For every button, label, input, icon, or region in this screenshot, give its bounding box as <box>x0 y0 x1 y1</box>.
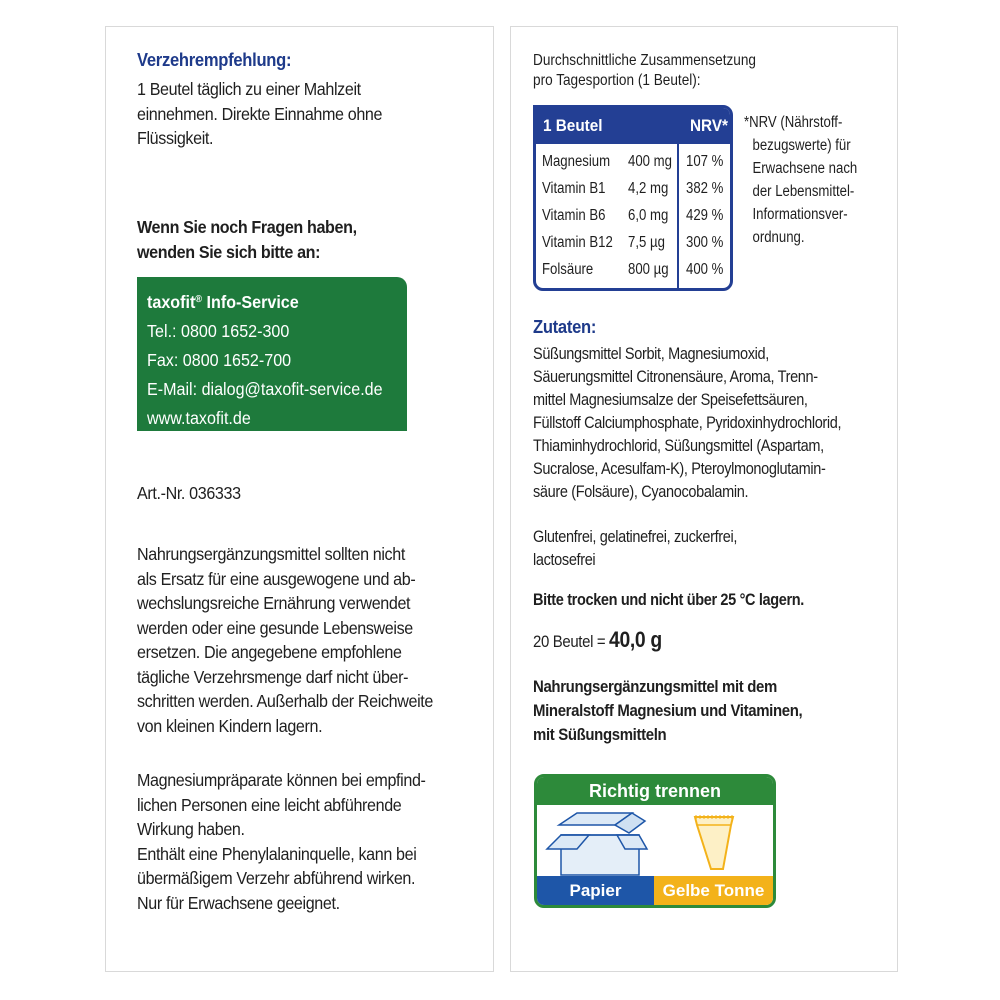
ingredients-line: mittel Magnesiumsalze der Speisefettsäuren, <box>533 391 808 409</box>
product-description <box>533 675 802 747</box>
article-number: Art.-Nr. 036333 <box>137 483 241 503</box>
warning-text <box>137 542 433 738</box>
net-weight-label: 20 Beutel = <box>533 632 610 651</box>
nutrient-name: Vitamin B6 <box>542 207 606 224</box>
footnote-line: bezugswerte) für <box>752 137 851 154</box>
left-panel <box>105 26 494 972</box>
nutrient-nrv: 382 % <box>686 180 724 197</box>
warning-line: als Ersatz für eine ausgewogene und ab- <box>137 568 416 589</box>
warning-line: von kleinen Kindern lagern. <box>137 715 323 736</box>
website-link[interactable]: www.taxofit.de <box>147 408 251 428</box>
ingredients-line: Säuerungsmittel Citronensäure, Aroma, Trenn- <box>533 368 818 386</box>
ingredients-line: Füllstoff Calciumphosphate, Pyridoxinhydrochlorid, <box>533 414 842 432</box>
nutrient-name: Vitamin B12 <box>542 234 613 251</box>
nutrient-amount: 6,0 mg <box>628 207 669 224</box>
product-line: Mineralstoff Magnesium und Vitaminen, <box>533 701 803 720</box>
questions-line: wenden Sie sich bitte an: <box>137 241 321 262</box>
table-header-nrv: NRV* <box>690 116 728 135</box>
warning-line: Nahrungsergänzungsmittel sollten nicht <box>137 544 405 564</box>
magnesium-warning-text <box>137 768 426 915</box>
warning-line: ersetzen. Die angegebene empfohlene <box>137 642 402 662</box>
nutrient-name: Folsäure <box>542 261 594 278</box>
footnote-line: Informationsver- <box>752 206 848 223</box>
email-address[interactable]: E-Mail: dialog@taxofit-service.de <box>147 379 383 399</box>
questions-line: Wenn Sie noch Fragen haben, <box>137 217 357 237</box>
nutrient-nrv: 400 % <box>686 261 724 278</box>
nutrient-nrv: 429 % <box>686 207 724 224</box>
magnesium-line: Enthält eine Phenylalaninquelle, kann bei <box>137 843 417 864</box>
info-service-label: Info-Service <box>202 292 299 312</box>
phone-number: Tel.: 0800 1652-300 <box>147 321 290 341</box>
free-from-text <box>533 526 737 572</box>
magnesium-line: Wirkung haben. <box>137 819 245 839</box>
usage-line: einnehmen. Direkte Einnahme ohne <box>137 103 383 124</box>
free-from-line: Glutenfrei, gelatinefrei, zuckerfrei, <box>533 528 738 546</box>
usage-line: Flüssigkeit. <box>137 128 214 148</box>
net-weight-value: 40,0 g <box>609 627 662 652</box>
sachet-icon <box>695 817 733 869</box>
free-from-line: lactosefrei <box>533 551 596 569</box>
nrv-footnote <box>744 111 857 249</box>
table-header-portion: 1 Beutel <box>543 116 603 135</box>
composition-heading <box>533 51 756 91</box>
net-weight <box>533 628 662 655</box>
magnesium-line: lichen Personen eine leicht abführende <box>137 794 402 815</box>
ingredients-line: säure (Folsäure), Cyanocobalamin. <box>533 483 749 501</box>
table-row <box>536 231 730 258</box>
ingredients-line: Sucralose, Acesulfam-K), Pteroylmonoglutamin- <box>533 460 826 478</box>
usage-line: 1 Beutel täglich zu einer Mahlzeit <box>137 79 361 99</box>
nutrition-table <box>533 105 733 291</box>
warning-line: werden oder eine gesunde Lebensweise <box>137 617 413 638</box>
warning-line: tägliche Verzehrsmenge darf nicht über- <box>137 666 409 687</box>
table-row <box>536 177 730 204</box>
nutrient-name: Vitamin B1 <box>542 180 606 197</box>
questions-text <box>137 215 357 264</box>
magnesium-line: Nur für Erwachsene geeignet. <box>137 892 340 913</box>
recycling-graphic <box>537 805 773 876</box>
product-line: mit Süßungsmitteln <box>533 725 667 744</box>
fax-number: Fax: 0800 1652-700 <box>147 350 292 370</box>
table-row <box>536 258 730 285</box>
table-row <box>536 150 730 177</box>
registered-mark: ® <box>195 294 203 305</box>
nutrient-amount: 400 mg <box>628 153 672 170</box>
nutrient-amount: 4,2 mg <box>628 180 669 197</box>
usage-heading: Verzehrempfehlung: <box>137 50 292 70</box>
brand-name: taxofit <box>147 292 196 312</box>
table-row <box>536 204 730 231</box>
nutrient-nrv: 300 % <box>686 234 724 251</box>
composition-line: pro Tagesportion (1 Beutel): <box>533 72 701 89</box>
paper-bin-label: Papier <box>537 876 654 905</box>
footnote-line: Erwachsene nach <box>752 160 858 177</box>
right-panel <box>510 26 898 972</box>
usage-text <box>137 77 382 151</box>
footnote-line: *NRV (Nährstoff- <box>744 114 843 131</box>
recycling-title: Richtig trennen <box>537 777 773 805</box>
magnesium-line: Magnesiumpräparate können bei empfind- <box>137 770 426 790</box>
ingredients-heading: Zutaten: <box>533 317 597 337</box>
footnote-line: ordnung. <box>752 229 805 246</box>
composition-line: Durchschnittliche Zusammensetzung <box>533 52 756 69</box>
warning-line: wechslungsreiche Ernährung verwendet <box>137 593 411 613</box>
info-service-box <box>137 277 407 431</box>
nutrient-nrv: 107 % <box>686 153 724 170</box>
nutrient-name: Magnesium <box>542 153 611 170</box>
yellow-bin-label: Gelbe Tonne <box>654 876 773 905</box>
warning-line: schritten werden. Außerhalb der Reichweite <box>137 691 433 711</box>
nutrition-table-header <box>536 108 730 144</box>
cardboard-box-icon <box>547 813 647 875</box>
info-service-title <box>147 285 386 317</box>
storage-instruction: Bitte trocken und nicht über 25 °C lagern. <box>533 591 804 609</box>
nutrient-amount: 800 µg <box>628 261 669 278</box>
recycling-icons <box>537 805 773 876</box>
footnote-line: der Lebensmittel- <box>752 183 855 200</box>
magnesium-line: übermäßigem Verzehr abführend wirken. <box>137 868 416 888</box>
ingredients-line: Thiaminhydrochlorid, Süßungsmittel (Aspartam, <box>533 437 824 455</box>
recycling-labels <box>537 876 773 905</box>
nutrient-amount: 7,5 µg <box>628 234 665 251</box>
ingredients-line: Süßungsmittel Sorbit, Magnesiumoxid, <box>533 345 769 363</box>
product-line: Nahrungsergänzungsmittel mit dem <box>533 677 777 696</box>
recycling-guide <box>534 774 776 908</box>
ingredients-text <box>533 343 841 504</box>
